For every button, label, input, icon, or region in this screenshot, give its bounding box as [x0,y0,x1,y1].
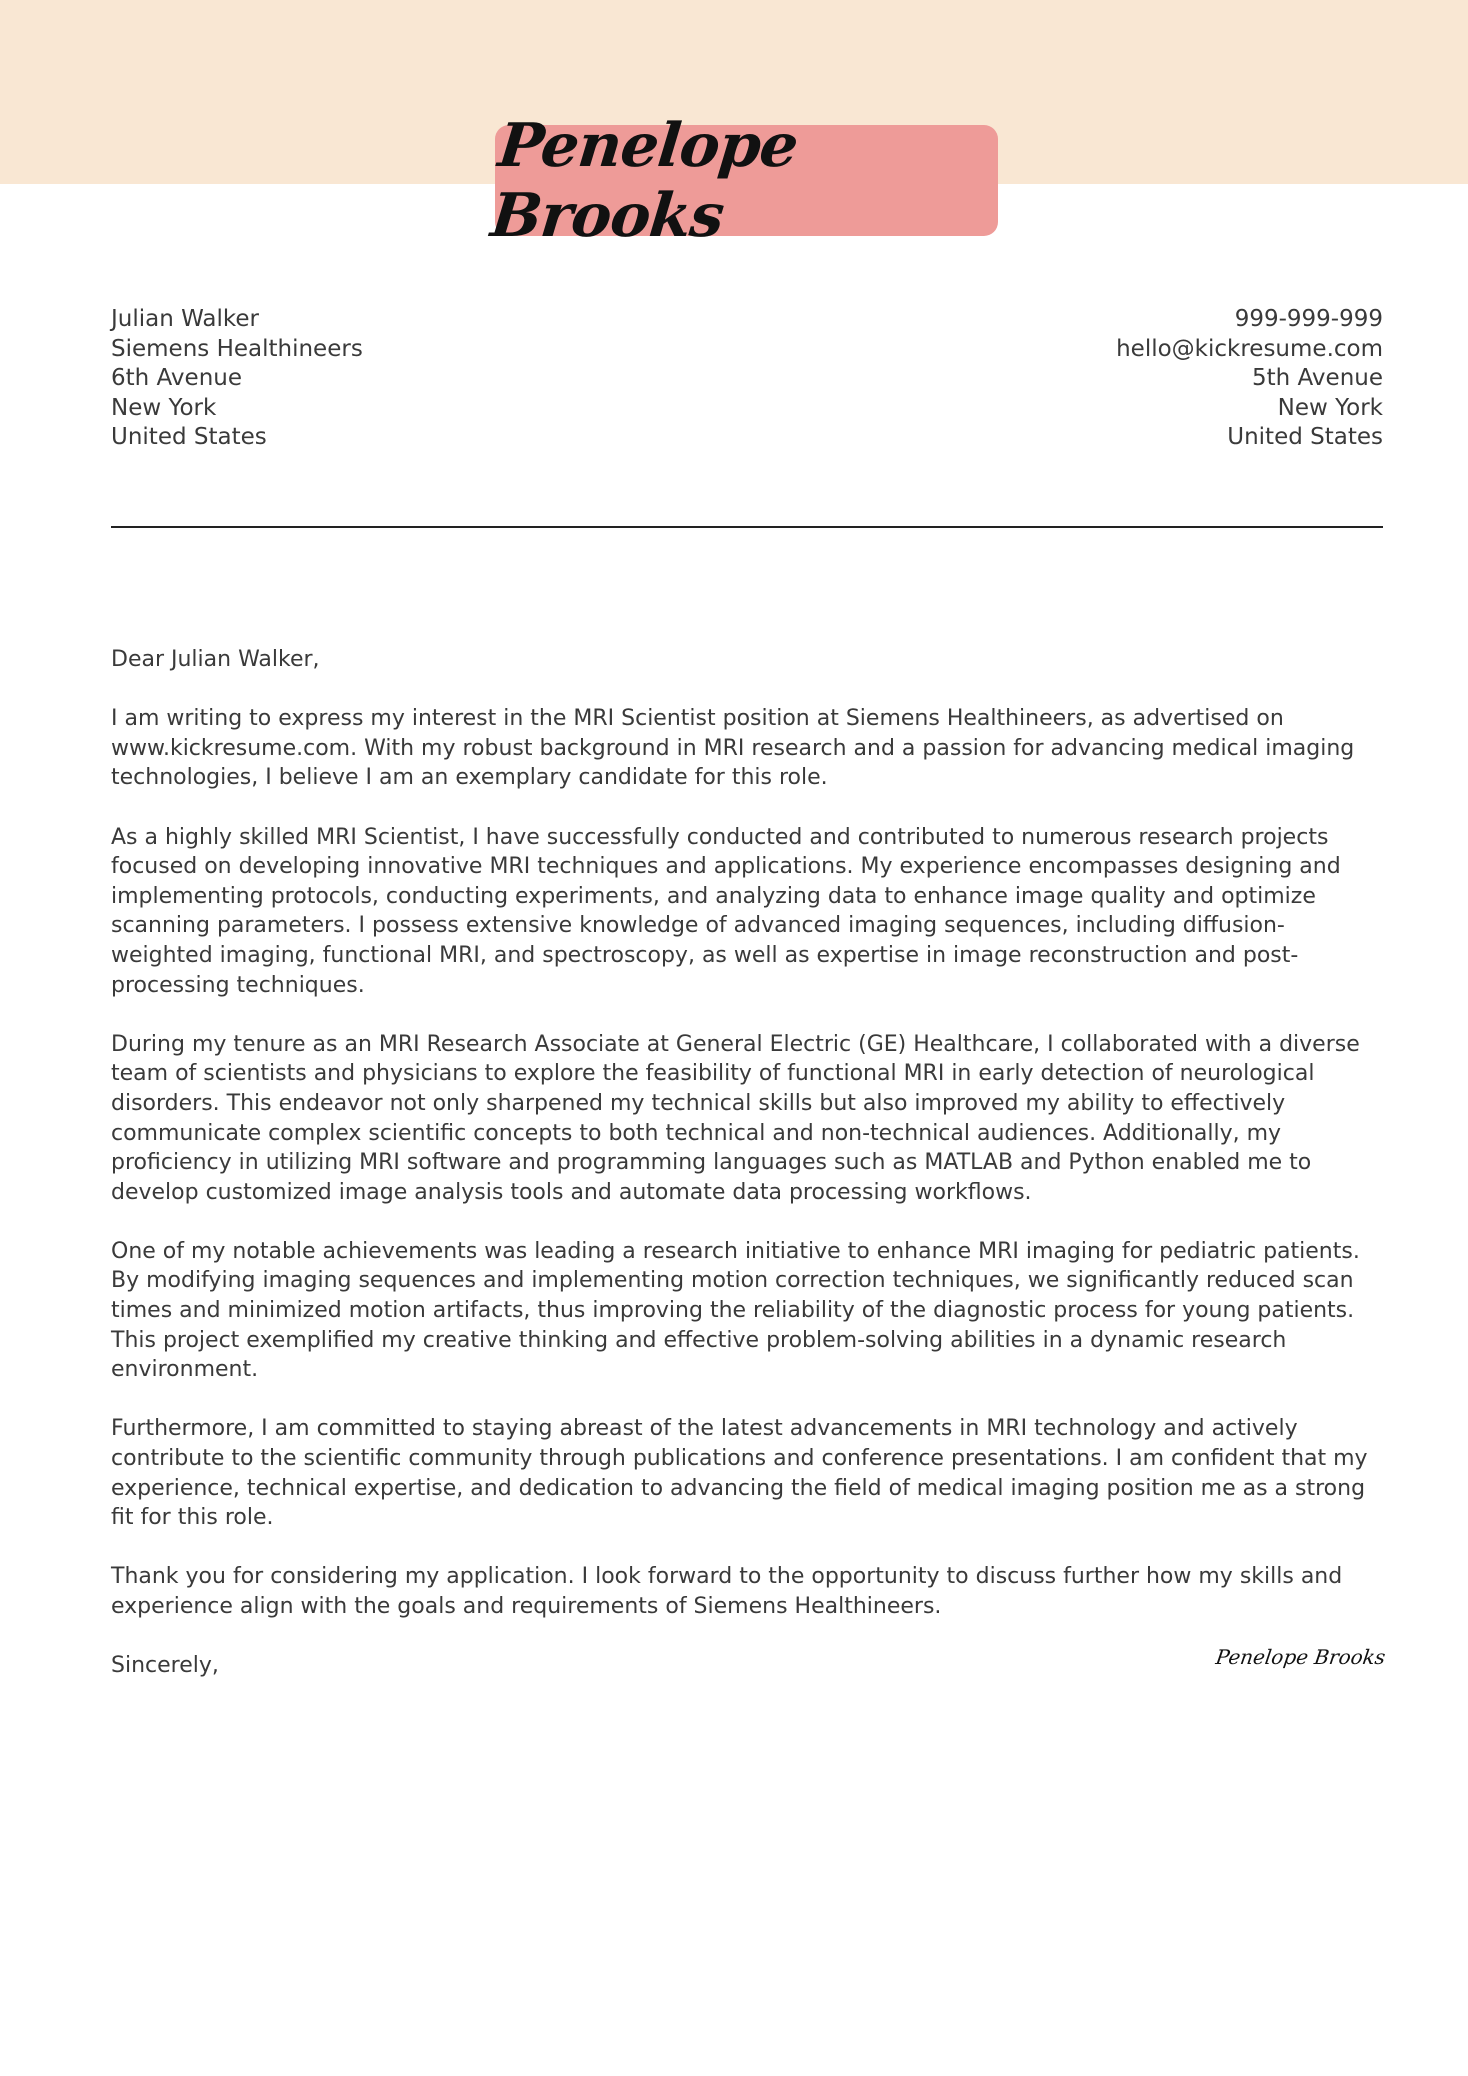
recipient-name: Julian Walker [111,306,259,332]
recipient-address [111,305,363,453]
letter-paragraph: As a highly skilled MRI Scientist, I have successfully conducted and contributed to numerous research projects focused on developing innovative MRI techniques and applications. My experience encompasses designing and implementing protocols, conducting experiments, and analyzing data to enhance image quality and optimize scanning parameters. I possess extensive knowledge of advanced imaging sequences, including diffusion-weighted imaging, functional MRI, and spectroscopy, as well as expertise in image reconstruction and post-processing techniques. [111,824,1341,998]
header-divider [111,526,1383,528]
letter-paragraph: I am writing to express my interest in the MRI Scientist position at Siemens Healthineers, as advertised on www.kickresume.com. With my robust background in MRI research and a passion for advancing medical imaging technologies, I believe I am an exemplary candidate for this role. [111,706,1355,791]
letter-paragraph: One of my notable achievements was leading a research initiative to enhance MRI imaging for pediatric patients. By modifying imaging sequences and implementing motion correction techniques, we significantly reduced scan times and minimized motion artifacts, thus improving the reliability of the diagnostic process for young patients. This project exemplified my creative thinking and effective problem-solving abilities in a dynamic research environment. [111,1238,1360,1383]
sender-street: 5th Avenue [1252,365,1383,392]
sender-country: United States [1227,424,1383,451]
signature: Penelope Brooks [1214,1645,1387,1669]
recipient-company: Siemens Healthineers [111,335,363,362]
letter-paragraph: Thank you for considering my application. I look forward to the opportunity to discuss further how my skills and experience align with the goals and requirements of Siemens Healthineers. [111,1564,1343,1619]
sender-email: hello@kickresume.com [1116,335,1383,362]
recipient-street: 6th Avenue [111,365,242,392]
applicant-name: Penelope Brooks [487,110,801,251]
letter-paragraph: During my tenure as an MRI Research Associate at General Electric (GE) Healthcare, I collaborated with a diverse team of scientists and physicians to explore the feasibility of functional MRI in early detection of neurological disorders. This endeavor not only sharpened my technical skills but also improved my ability to effectively communicate complex scientific concepts to both technical and non-technical audiences. Additionally, my proficiency in utilizing MRI software and programming languages such as MATLAB and Python enabled me to develop customized image analysis tools and automate data processing workflows. [111,1031,1360,1205]
recipient-city: New York [111,394,217,421]
recipient-country: United States [111,424,267,451]
sender-phone: 999-999-999 [1234,306,1383,332]
letter-greeting: Dear Julian Walker, [111,647,320,672]
sender-city: New York [1277,394,1383,421]
name-plate [487,110,998,251]
sender-contact [1116,305,1383,453]
letter-body [111,645,1385,1710]
letter-closing: Sincerely, [111,1653,219,1679]
letter-paragraph: Furthermore, I am committed to staying abreast of the latest advancements in MRI technology and actively contribute to the scientific community through publications and conference presentations. I am confident that my experience, technical expertise, and dedication to advancing the field of medical imaging position me as a strong fit for this role. [111,1416,1368,1531]
